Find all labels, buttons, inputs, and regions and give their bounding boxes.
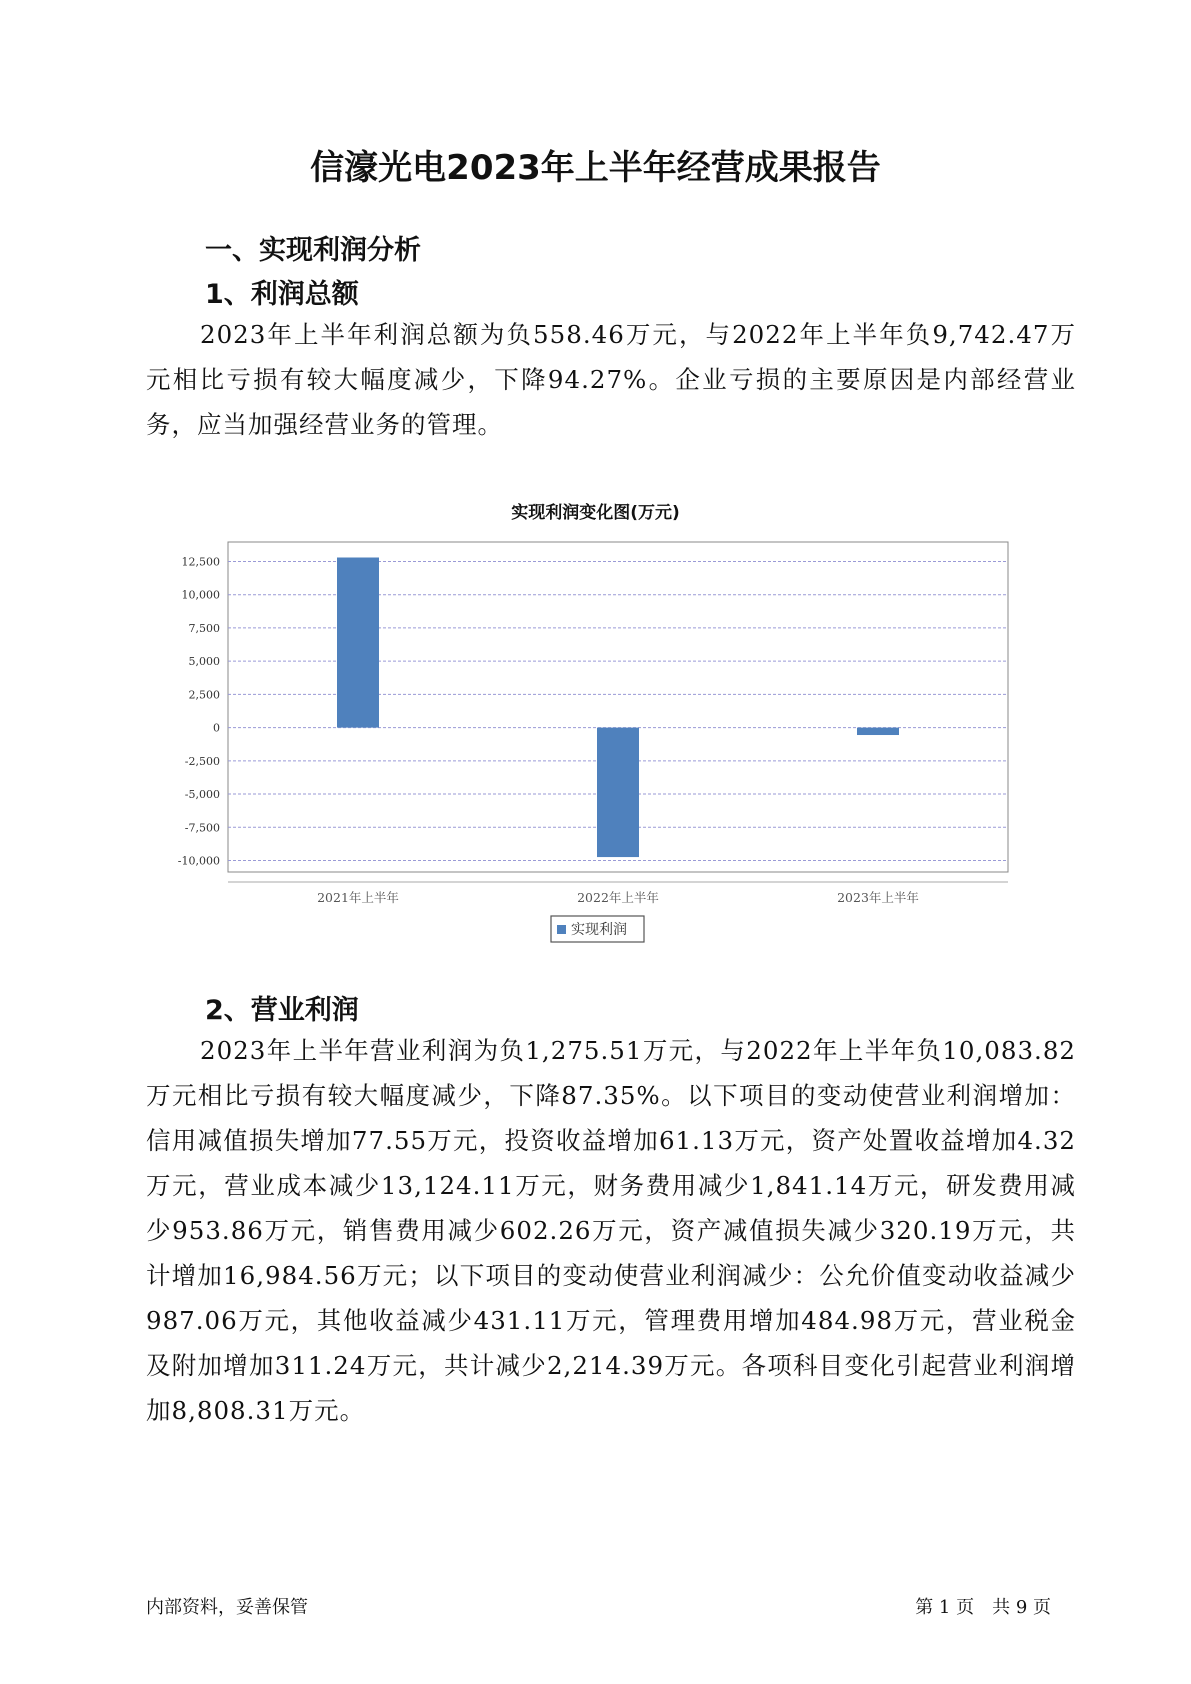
bar — [597, 728, 639, 857]
y-tick-label: 7,500 — [188, 621, 220, 635]
y-tick-label: 0 — [213, 721, 220, 735]
subheading-operating-profit: 2、营业利润 — [205, 995, 359, 1026]
y-tick-label: 10,000 — [181, 588, 220, 602]
y-tick-label: -7,500 — [184, 821, 220, 835]
page-title: 信濠光电2023年上半年经营成果报告 — [310, 148, 881, 188]
chart-title: 实现利润变化图(万元) — [511, 503, 680, 523]
subheading-total-profit: 1、利润总额 — [205, 279, 359, 310]
y-tick-label: 5,000 — [188, 655, 220, 669]
x-tick-label: 2021年上半年 — [317, 890, 399, 905]
y-tick-label: 12,500 — [181, 555, 220, 569]
y-tick-label: 2,500 — [188, 688, 220, 702]
x-tick-label: 2022年上半年 — [577, 890, 659, 905]
x-tick-label: 2023年上半年 — [837, 890, 919, 905]
bar — [857, 728, 899, 735]
section-heading-profit-analysis: 一、实现利润分析 — [205, 235, 421, 266]
footer-confidential-note: 内部资料，妥善保管 — [146, 1597, 308, 1618]
legend-swatch — [557, 925, 566, 934]
paragraph-operating-profit: 2023年上半年营业利润为负1,275.51万元，与2022年上半年负10,083.82万元相比亏损有较大幅度减少，下降87.35%。以下项目的变动使营业利润增加：信用减值损失增加77.55万元，投资收益增加61.13万元，资产处置收益增加4.32万元，营业成本减少13,124.11万元，财务费用减少1,841.14万元，研发费用减少953.86万元，销售费用减少602.26万元，资产减值损失减少320.19万元，共计增加16,984.56万元；以下项目的变动使营业利润减少：公允价值变动收益减少987.06万元，其他收益减少431.11万元，管理费用增加484.98万元，营业税金及附加增加311.24万元，共计减少2,214.39万元。各项科目变化引起营业利润增加8,808.31万元。 — [146, 1036, 1076, 1425]
y-tick-label: -5,000 — [184, 788, 220, 802]
paragraph-total-profit: 2023年上半年利润总额为负558.46万元，与2022年上半年负9,742.47万元相比亏损有较大幅度减少，下降94.27%。企业亏损的主要原因是内部经营业务，应当加强经营业务的管理。 — [146, 320, 1076, 439]
footer-page-number: 第 1 页 共 9 页 — [915, 1597, 1051, 1618]
bar — [337, 558, 379, 728]
y-tick-label: -2,500 — [184, 754, 220, 768]
legend-label: 实现利润 — [571, 922, 627, 938]
y-tick-label: -10,000 — [177, 854, 220, 868]
